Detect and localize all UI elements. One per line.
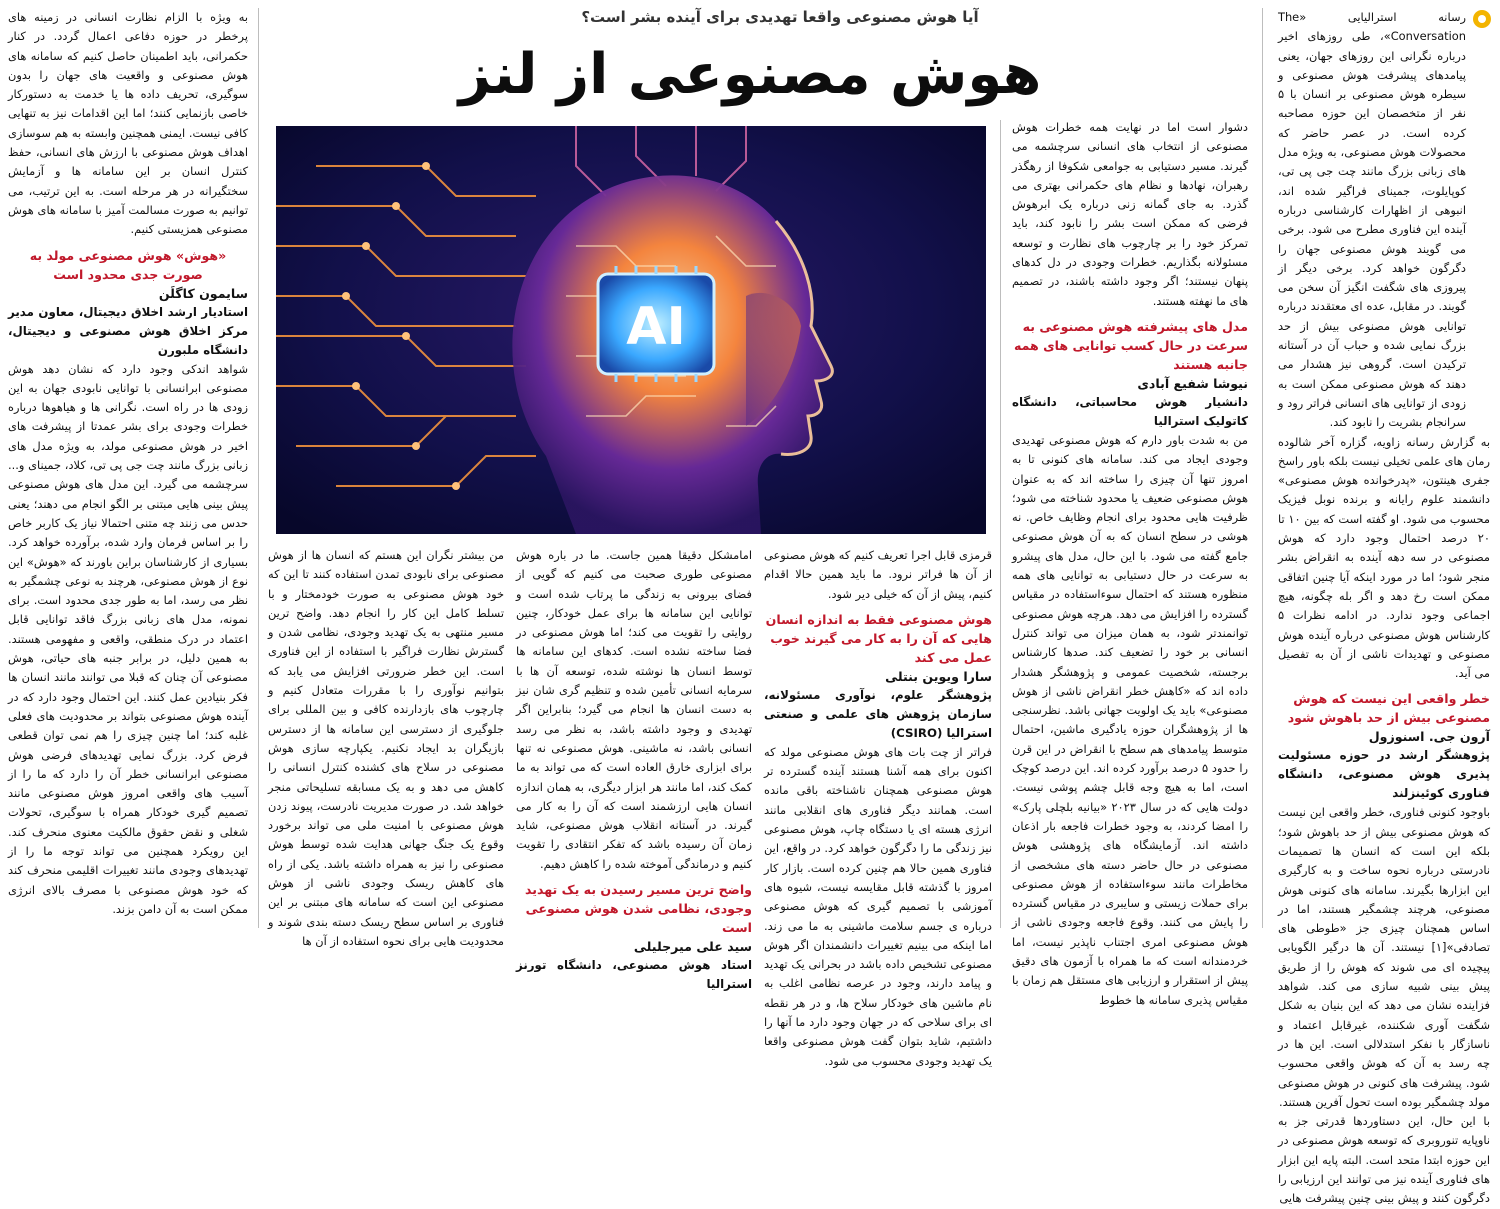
section-heading: واضح ترین مسیر رسیدن به یک تهدید وجودی، نظامی شدن هوش مصنوعی است bbox=[524, 882, 752, 936]
paragraph: من به شدت باور دارم که هوش مصنوعی تهدیدی وجودی ایجاد می کند. سامانه های کنونی تا به امروز تنها آن چیزی را ساخته اند که به عنوان هوش مصنوعی ضعیف یا محدود شناخته می شود؛ ظرفیت هایی محدود برای انجام وظایف خاص. نه هوشی در سطح انسان که به آن هوش مصنوعی جامع گفته می شود. با این حال، مدل های پیشرو به سرعت در حال دستیابی به توانایی های همه منظوره هستند که احتمال سوءاستفاده در مقیاس گسترده را افزایش می دهد. هرچه هوش مصنوعی توانمندتر شود، به همان میزان می تواند کنترل انسانی بر خود را تضعیف کند. صدها کارشناس برجسته، شخصیت عمومی و پژوهشگر هشدار داده اند که «کاهش خطر انقراض ناشی از هوش مصنوعی» باید یک اولویت جهانی باشد. نظرسنجی ها از پژوهشگران حوزه یادگیری ماشین، احتمال متوسط پیامدهای هم سطح با انقراض در این قرن را حدود ۵ درصد برآورد کرده اند. این درصد کوچک است، اما به هیچ وجه قابل چشم پوشی نیست. دولت هایی که در سال ۲۰۲۳ «بیانیه بلچلی پارک» را امضا کردند، به وجود خطرات فاجعه بار اذعان داشته اند. آزمایشگاه های پژوهشی هوش مصنوعی در حال حاضر دسته های مشخصی از مخاطرات مانند سوءاستفاده از هوش مصنوعی برای حملات زیستی و سایبری در مقیاس گسترده را پایش می کنند. وقوع فاجعه وجودی ناشی از هوش مصنوعی امری اجتناب ناپذیر نیست، اما خردمندانه است که ما همراه با آزمون های دقیق پیش از استقرار و ارزیابی های مستقل هم زمان با مقیاس پذیری سامانه ها خطوط bbox=[1012, 432, 1248, 1007]
author-affiliation: استاد هوش مصنوعی، دانشگاه تورنز استرالیا bbox=[516, 958, 752, 992]
column-divider bbox=[258, 8, 259, 928]
article-kicker: آیا هوش مصنوعی واقعا تهدیدی برای آینده بشر است؟ bbox=[581, 8, 979, 26]
paragraph: به ویژه با الزام نظارت انسانی در زمینه های پرخطر در حوزه دفاعی اعمال گردد. در کنار حکمرانی، باید اطمینان حاصل کنیم که سامانه های هوش مصنوعی و واقعیت های جهان را بدون سوگیری، تحریف داده ها یا خدمت به دستورکار خاصی بازنمایی کنند؛ اما این اقدامات نیز به تنهایی کافی نیست. ایمنی همچنین وابسته به هم سوسازی اهداف هوش مصنوعی با ارزش های انسانی، حفظ کنترل انسان بر این سامانه ها و آزمایش سختگیرانه در هر مرحله است. به این ترتیب، می توانیم به صورت مسالمت آمیز با سامانه های هوش مصنوعی همزیستی کنیم. bbox=[8, 10, 248, 237]
section-heading: هوش مصنوعی فقط به اندازه انسان هایی که آن را به کار می گیرند خوب عمل می کند bbox=[765, 611, 992, 665]
chip-label: AI bbox=[626, 297, 686, 357]
paragraph: رسانه استرالیایی «The Conversation»، طی روزهای اخیر درباره نگرانی این روزهای جهان، یعنی پیامدهای پیشرفت هوش مصنوعی و سیطره هوش مصنوعی بر انسان با ۵ نفر از متخصصان این حوزه مصاحبه کرده است. در عصر حاضر که محصولات هوش مصنوعی، به ویژه مدل های زبانی بزرگ مانند چت جی پی تی، کوپایلوت، جمینای فراگیر شده اند، انبوهی از اظهارات کارشناسی درباره آینده این فناوری مطرح می شود. برخی می گویند هوش مصنوعی جهان را دگرگون خواهد کرد. برخی دیگر از پیروزی های شگفت انگیز آن سخن می گویند. در مقابل، عده ای معتقدند درباره توانایی هوش مصنوعی بیش از حد بزرگ نمایی شده و حباب آن در آستانه ترکیدن است. گروهی نیز هشدار می دهند که هوش مصنوعی ممکن است به زودی از توانایی های انسانی فراتر رود و سرانجام بشریت را نابود کند. bbox=[1278, 10, 1466, 430]
author-affiliation: دانشیار هوش محاسباتی، دانشگاه کاتولیک استرالیا bbox=[1012, 394, 1248, 428]
column-divider bbox=[1000, 120, 1001, 928]
paragraph: امامشکل دقیقا همین جاست. ما در باره هوش مصنوعی طوری صحبت می کنیم که گویی از فضای بیرونی به زندگی ما پرتاب شده است و توانایی این سامانه ها برای عمل خودکار، چنین روایتی را تقویت می کند؛ اما هوش مصنوعی در فضا ساخته نشده است. کدهای این سامانه ها توسط انسان ها نوشته شده، توسعه آن ها با سرمایه انسانی تأمین شده و تنظیم گری شان نیز به دست انسان ها انجام می گیرد؛ بنابراین اگر تهدیدی و وجود داشته باشد، به نظر می رسد انسانی باشد، نه ماشینی. هوش مصنوعی نه تنها برای ابزاری خارق العاده است که می تواند به ما کمک کند، اما مانند هر ابزار دیگری، به همان اندازه انسان هایی ارزشمند است که آن را به کار می گیرند. در آستانه انقلاب هوش مصنوعی، شاید زمان آن رسیده باشد که تفکر انتقادی را تقویت کنیم و درماندگی آموخته شده را کاهش دهیم. bbox=[516, 548, 752, 871]
paragraph: دشوار است اما در نهایت همه خطرات هوش مصنوعی از انتخاب های انسانی سرچشمه می گیرند. مسیر دستیابی به جوامعی شکوفا از رهگذر رهبران، نهادها و نظام های حکمرانی بهتری می گذرد. به جای گمانه زنی درباره یک ابرهوش فرضی که ممکن است بشر را نابود کند، باید تمرکز خود را بر چارچوب های نظارت و توسعه مسئولانه بگذاریم. خطرات وجودی در دل کدهای پنهان نیستند؛ اگر وجود داشته باشند، در تصمیم های ما نهفته هستند. bbox=[1012, 120, 1248, 308]
paragraph: من بیشتر نگران این هستم که انسان ها از هوش مصنوعی برای نابودی تمدن استفاده کنند تا این که خود هوش مصنوعی به صورت خودمختار و با تسلط کامل این کار را انجام دهد. واضح ترین مسیر منتهی به یک تهدید وجودی، نظامی شدن و گسترش نظارت فراگیر با استفاده از این فناوری است. این خطر ضرورتی افزایش می یابد که بتوانیم نوآوری را با مقررات متعادل کنیم و چارچوب های بازدارنده کافی و بین المللی برای جلوگیری از دسترسی این سامانه ها از دسترس بازیگران بد ایجاد نکنیم. یکپارچه سازی هوش مصنوعی در سلاح های کشنده کنترل انسانی را کاهش می دهد و به یک مسابقه تسلیحاتی منجر خواهد شد. در صورت مدیریت نادرست، پیوند زدن هوش مصنوعی با امنیت ملی می تواند برخورد وقوع یک جنگ جهانی هدایت شده توسط هوش مصنوعی را نیز به همراه داشته باشد. یکی از راه های کاهش ریسک وجودی ناشی از هوش مصنوعی این است که سامانه های مبتنی بر این فناوری بر اساس سطح ریسک دسته بندی شوند و محدودیت هایی برای نحوه استفاده از آن ها bbox=[268, 548, 504, 948]
author-name: سارا ویوین بنتلی bbox=[885, 668, 992, 684]
column-2 bbox=[1012, 118, 1248, 1007]
author-affiliation: استادیار ارشد اخلاق دیجیتال، معاون مدیر مرکز اخلاق هوش مصنوعی و دیجیتال، دانشگاه ملبورن bbox=[8, 304, 248, 357]
column-3 bbox=[764, 546, 992, 1068]
column-divider bbox=[1262, 8, 1263, 928]
column-5 bbox=[268, 546, 504, 948]
paragraph: به گزارش رسانه زاویه، گزاره آخر شالوده رمان های علمی تخیلی نیست بلکه باور راسخ جفری هینتون، «پدرخوانده هوش مصنوعی» دانشمند علوم رایانه و برنده نوبل فیزیک محسوب می شود. او گفته است که بین ۱۰ تا ۲۰ درصد احتمال وجود دارد که هوش مصنوعی در سه دهه آینده به انقراض بشر منجر شود؛ اما در مورد اینکه آیا چنین اتفاقی ممکن است رخ دهد و اگر بله چگونه، هیچ اجماعی وجود ندارد. در ادامه نظرات ۵ کارشناس هوش مصنوعی درباره آینده هوش مصنوعی و تهدیدات ناشی از آن به تفصیل می آید. bbox=[1278, 434, 1490, 681]
section-heading: مدل های پیشرفته هوش مصنوعی به سرعت در حال کسب توانایی های همه جانبه هستند bbox=[1013, 318, 1248, 372]
author-name: نیوشا شفیع آبادی bbox=[1137, 375, 1248, 391]
hero-image bbox=[276, 126, 986, 534]
paragraph: قرمزی قابل اجرا تعریف کنیم که هوش مصنوعی از آن ها فراتر نرود. ما باید همین حالا اقدام کنیم، پیش از آن که خیلی دیر شود. bbox=[764, 548, 992, 601]
paragraph: با این حال، این دستاوردها قدرتی جز به ناوپایه تنوروبری که توسعه هوش مصنوعی در این حوزه ابتدا متحد است. البته پایه این ابزار های فناوری آینده نیز می توانند این ارزیابی را دگرگون کنند و پیش بینی چنین پیشرفت هایی bbox=[1278, 1114, 1490, 1206]
article-headline: هوش مصنوعی از لنز bbox=[458, 42, 1042, 107]
paragraph: فراتر از چت بات های هوش مصنوعی مولد که اکنون برای همه آشنا هستند آینده گسترده تر هوش مصنوعی همچنان ناشناخته باقی مانده است. همانند دیگر فناوری های انقلابی مانند انرژی هسته ای یا دستگاه چاپ، هوش مصنوعی نیز زندگی ما را دگرگون خواهد کرد. در واقع، این فناوری همین حالا هم چنین کرده است. بازار کار امروز با گذشته قابل مقایسه نیست، شیوه های آموزشی با تصمیم گیری که هوش مصنوعی درباره ی جسم سلامت ماشینی به ما می زند. اما اینکه می بینیم تغییرات دانشمندان اگر هوش مصنوعی تشخیص داده باشد در بحرانی یک تهدید و پیامد دارند، وجود در عرصه نظامی اغلب به نام ماشین های خودکار سلاح ها، و در هر نقطه ای برای سلاحی که در جهان وجود دارد ما آنها را داشتیم، شاید بتوان گفت هوش مصنوعی واقعا یک تهدید وجودی محسوب می شود. bbox=[764, 744, 992, 1068]
author-name: آرون جی. اسنوزول bbox=[1368, 729, 1490, 745]
author-name: سید علی میرجلیلی bbox=[633, 939, 752, 955]
column-1 bbox=[1278, 8, 1490, 1206]
author-name: سایمون کاگلَن bbox=[158, 285, 248, 301]
column-4 bbox=[516, 546, 752, 992]
paragraph: شواهد اندکی وجود دارد که نشان دهد هوش مصنوعی ابرانسانی با توانایی نابودی جهان به این زودی ها در راه است. نگرانی ها و هیاهوها درباره خطرات وجودی برای بشر عمدتا از پیشرفت های اخیر در هوش مصنوعی مولد، به ویژه مدل های زبانی بزرگ مانند چت جی پی تی، کلاد، جمینای و... سرچشمه می گیرد. این مدل های هوش مصنوعی پیش بینی هایی مبتنی بر الگو انجام می دهند؛ یعنی حدس می زنند چه متنی احتمالا نیاز یک کاربر خاص را بر اساس فرمان وارد شده، برآورده خواهد کرد. بسیاری از کارشناسان براین باورند که «هوش» این نوع از هوش مصنوعی، هرچند به نوعی چشمگیر به نظر می رسد، اما به طور جدی محدود است. برای نمونه، مدل های زبانی بزرگ فاقد توانایی قابل اعتماد در درک منطقی، واقعی و مفهومی هستند. به همین دلیل، در برابر جنبه های حیاتی، هوش مصنوعی آن چنان که قبلا می توانند مانند انسان ها فکر بنیادین عمل کنند. این احتمال وجود دارد که در آینده هوش مصنوعی بتواند بر محدودیت های فعلی غلبه کند؛ اما چنین چیزی را هم نمی توان قطعی فرض کرد. بزرگ نمایی تهدیدهای فرضی هوش مصنوعی ابرانسانی خطر آن را دارد که ما را از آسیب های واقعی امروز هوش مصنوعی مانند تصمیم گیری خودکار همراه با سوگیری، تحولات شغلی و نقض حقوق مالکیت معنوی منحرف کند. این رویکرد همچنین می تواند توجه ما را از تهدیدهای وجودی مانند تغییرات اقلیمی منحرف کند که خود هوش مصنوعی با مصرف بالای انرژی ممکن است به آن دامن بزند. bbox=[8, 361, 248, 916]
section-heading: خطر واقعی این نیست که هوش مصنوعی بیش از حد باهوش شود bbox=[1287, 691, 1490, 726]
ai-head-illustration bbox=[276, 126, 986, 534]
author-affiliation: پژوهشگر ارشد در حوزه مسئولیت پذیری هوش مصنوعی، دانشگاه فناوری کوئینزلند bbox=[1278, 748, 1490, 801]
author-affiliation: پژوهشگر علوم، نوآوری مسئولانه، سازمان پژوهش های علمی و صنعتی استرالیا (CSIRO) bbox=[764, 687, 992, 740]
paragraph: باوجود کنونی فناوری، خطر واقعی این نیست که هوش مصنوعی بیش از حد باهوش شود؛ بلکه این است که انسان ها تصمیمات نادرستی درباره نحوه ساخت و به کارگیری این ابزارها بگیرند. سامانه های کنونی هوش مصنوعی، هرچند چشمگیر هستند، اما در اساس همچنان چیزی جز «طوطی های تصادفی»[۱] نیستند. آن ها درگیر الگویابی پیچیده ای می شوند که هوش را از طریق پیش بینی شبیه سازی می کند. شواهد فزاینده نشان می دهد که این بنیان به شکل شگفت آوری شکننده، غیرقابل اعتماد و ناسازگار با نفکر استدلالی است. این ها در چه رسد به آن که هوش واقعی محسوب شود. پیشرفت های کنونی در هوش مصنوعی مولد چشمگیر بوده است تحول آفرین هستند. bbox=[1278, 805, 1490, 1109]
section-heading: «هوش» هوش مصنوعی مولد به صورت جدی محدود است bbox=[29, 247, 227, 282]
column-6 bbox=[8, 8, 248, 930]
